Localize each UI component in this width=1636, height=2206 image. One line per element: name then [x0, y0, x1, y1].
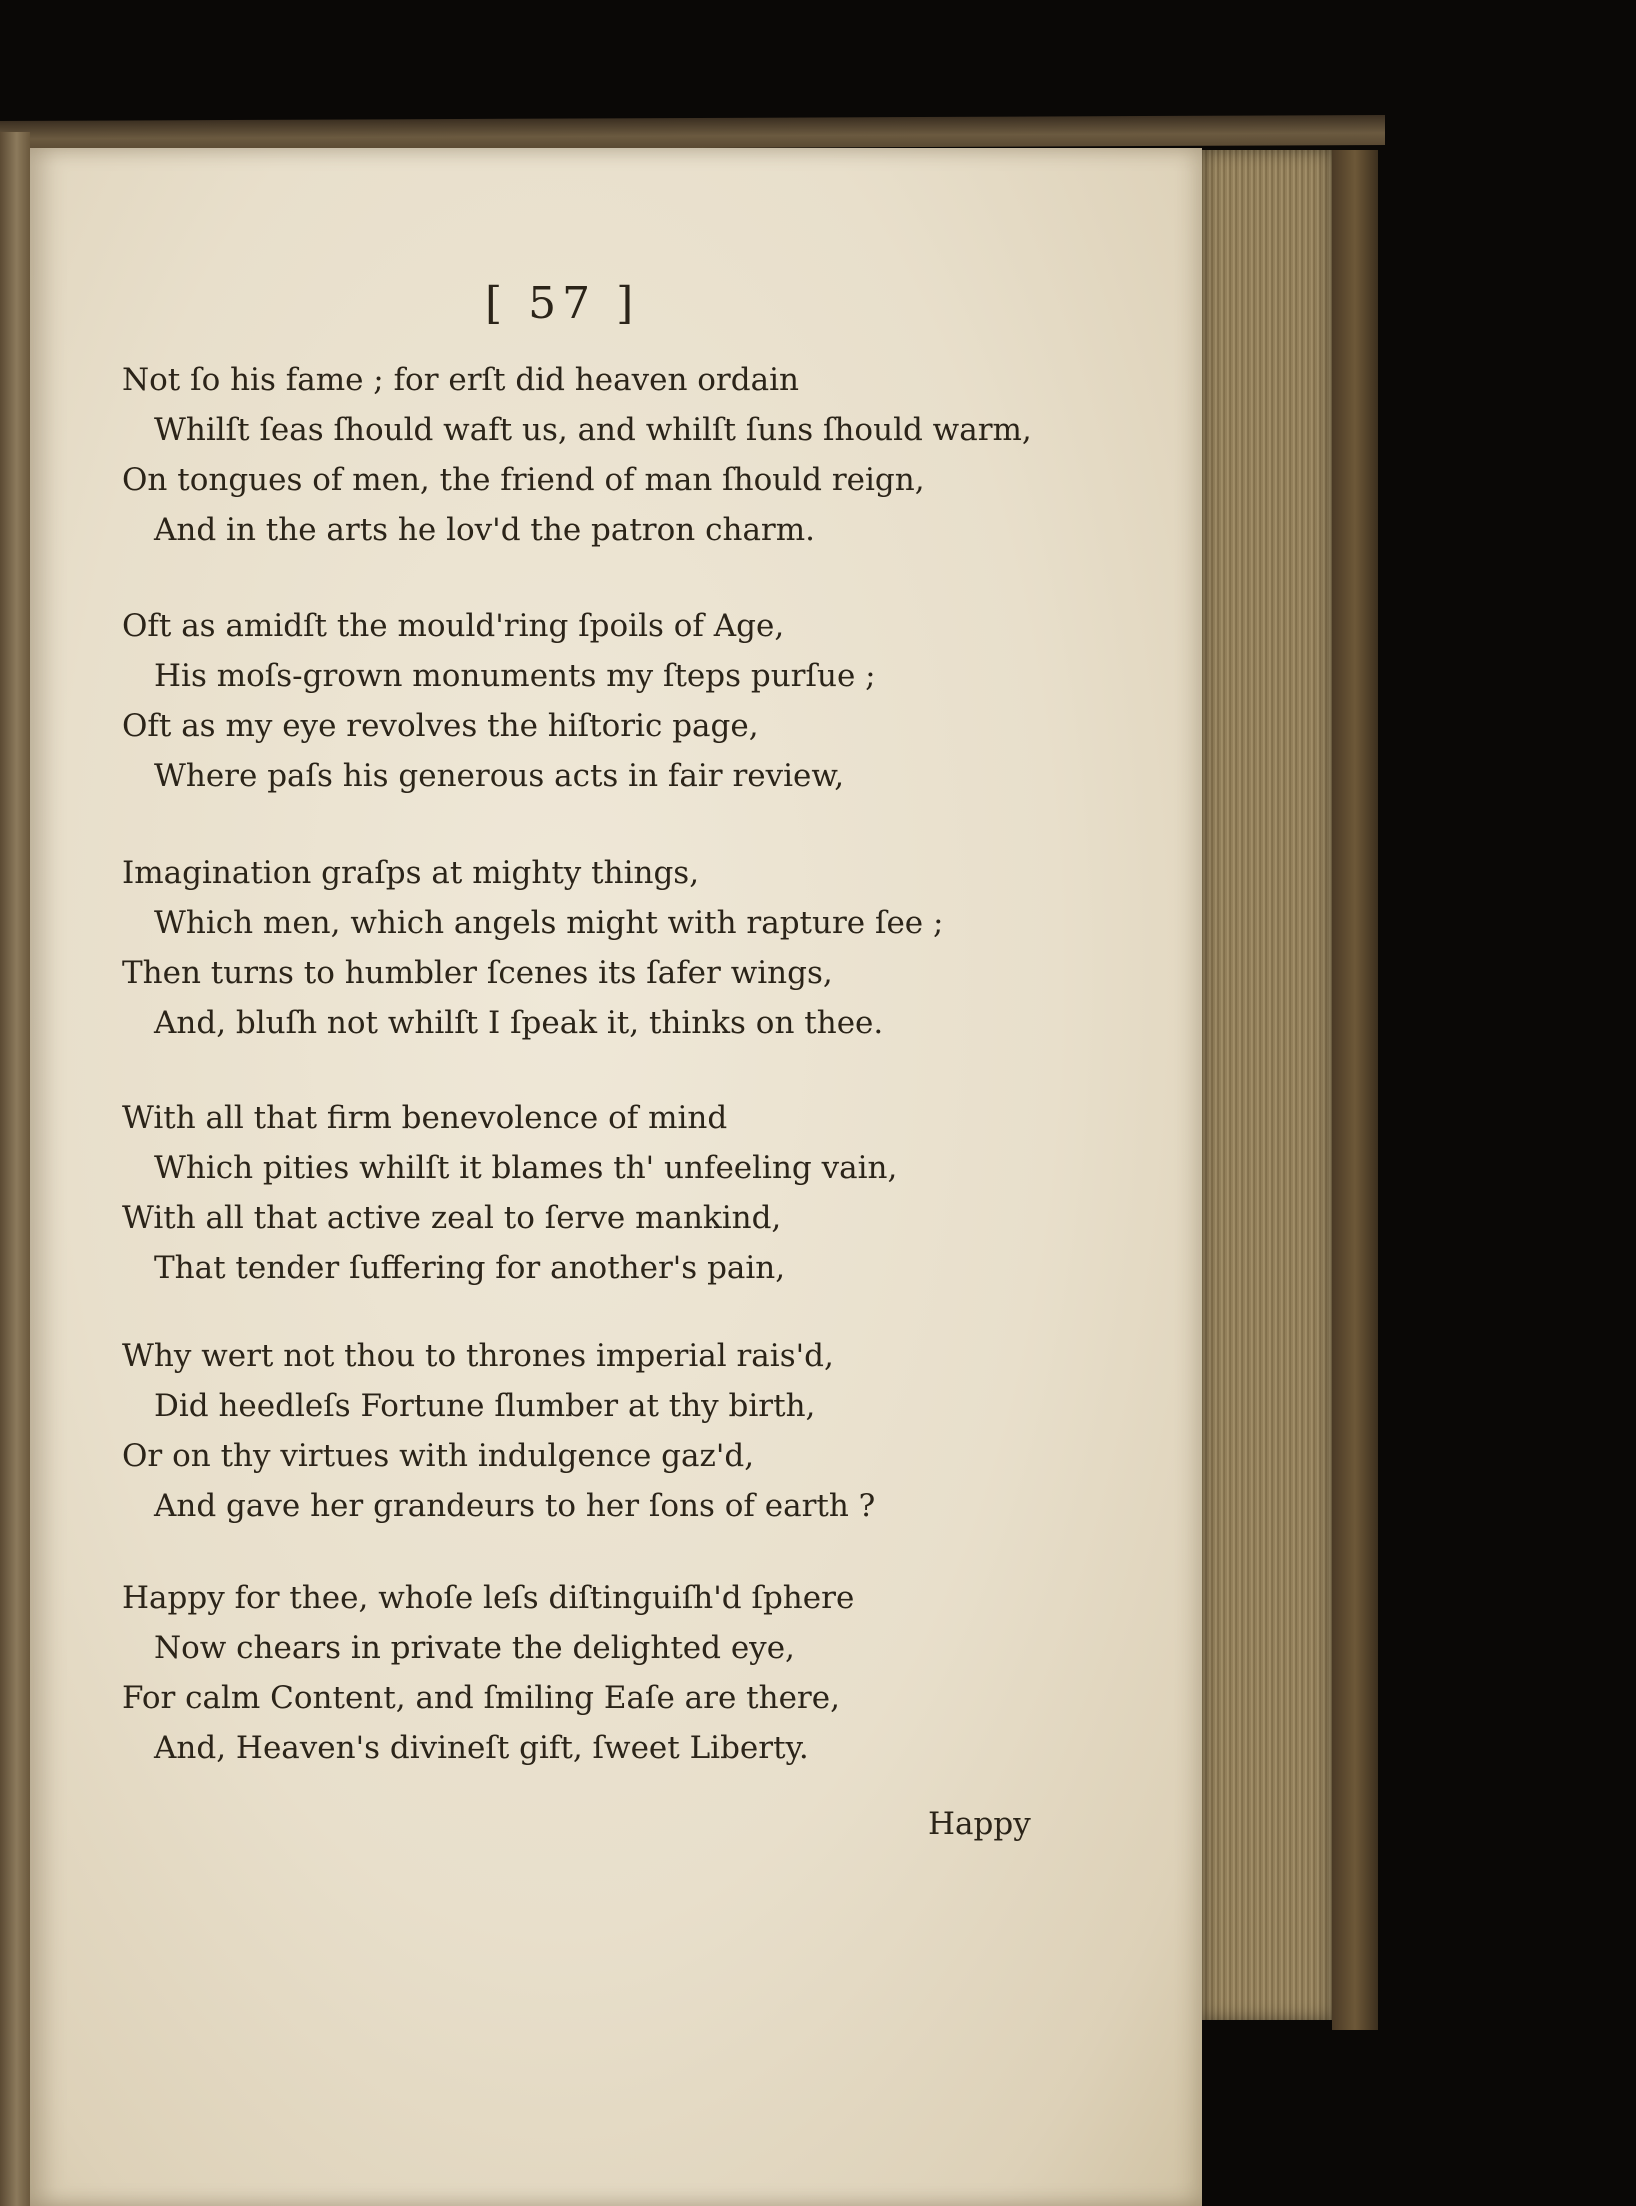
verse-line: Now chears in private the delighted eye, — [154, 1630, 795, 1666]
stanza-4 — [122, 1093, 1082, 1293]
verse-line: On tongues of men, the friend of man ſhould reign, — [122, 462, 925, 498]
verse-line: And, Heaven's divineſt gift, ſweet Liberty. — [154, 1730, 809, 1766]
verse-line: Which pities whilſt it blames th' unfeeling vain, — [154, 1150, 898, 1186]
book-cover-top — [0, 115, 1385, 151]
verse-line: With all that firm benevolence of mind — [122, 1100, 728, 1136]
verse-line: And in the arts he lov'd the patron charm. — [154, 512, 815, 548]
verse-line: Why wert not thou to thrones imperial rais'd, — [122, 1338, 834, 1374]
stanza-3 — [122, 848, 1082, 1048]
page-block-edges — [1202, 150, 1332, 2020]
verse-line: Oft as amidſt the mould'ring ſpoils of Age, — [122, 608, 785, 644]
catchword: Happy — [928, 1806, 1031, 1842]
verse-line: Then turns to humbler ſcenes its ſafer wings, — [122, 955, 833, 991]
verse-line: And, bluſh not whilſt I ſpeak it, thinks on thee. — [154, 1005, 884, 1041]
verse-line: Oft as my eye revolves the hiſtoric page, — [122, 708, 759, 744]
verse-line: His moſs-grown monuments my ſteps purſue ; — [154, 658, 876, 694]
page-number: [ 57 ] — [485, 278, 640, 329]
book-page — [30, 148, 1202, 2206]
poem-text — [30, 148, 1202, 2206]
book-board — [1332, 150, 1378, 2030]
verse-line: Happy for thee, whoſe leſs diſtinguiſh'd ſphere — [122, 1580, 855, 1616]
verse-line: And gave her grandeurs to her ſons of earth ? — [154, 1488, 876, 1524]
verse-line: Did heedleſs Fortune ſlumber at thy birth, — [154, 1388, 816, 1424]
facing-page-edge — [0, 132, 30, 2206]
stanza-6 — [122, 1573, 1082, 1773]
verse-line: Imagination graſps at mighty things, — [122, 855, 700, 891]
stanza-1 — [122, 355, 1082, 555]
verse-line: Which men, which angels might with rapture ſee ; — [154, 905, 944, 941]
verse-line: Not ſo his fame ; for erſt did heaven ordain — [122, 362, 799, 398]
verse-line: That tender ſuffering for another's pain, — [154, 1250, 786, 1286]
verse-line: Where paſs his generous acts in fair review, — [154, 758, 845, 794]
stanza-2 — [122, 601, 1082, 801]
verse-line: Whilſt ſeas ſhould waft us, and whilſt ſuns ſhould warm, — [154, 412, 1032, 448]
verse-line: With all that active zeal to ſerve mankind, — [122, 1200, 782, 1236]
verse-line: Or on thy virtues with indulgence gaz'd, — [122, 1438, 755, 1474]
stanza-5 — [122, 1331, 1082, 1531]
verse-line: For calm Content, and ſmiling Eaſe are there, — [122, 1680, 840, 1716]
